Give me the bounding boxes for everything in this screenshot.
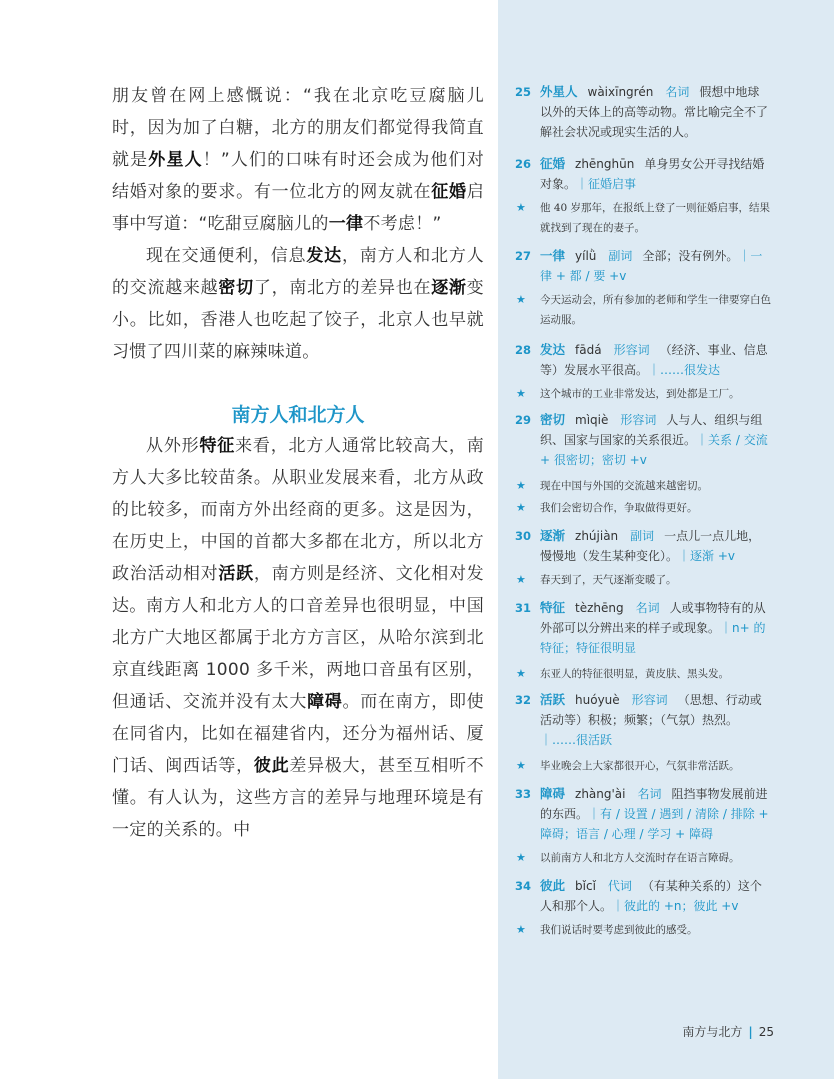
footer-separator: | [748,1025,753,1039]
footer-title: 南方与北方 [682,1025,743,1039]
example-sentence: ★ 春天到了，天气逐渐变暖了。 [515,570,773,590]
vocab-entry: 30 逐渐 zhújiàn 副词 一点儿一点儿地，慢慢地（发生某种变化）。｜逐渐 +v [515,528,761,563]
star-icon: ★ [516,851,526,864]
star-icon: ★ [516,501,526,514]
vocab-entry: 29 密切 mìqiè 形容词 人与人、组织与组织、国家与国家的关系很近。｜关系 / 交流 + 很密切；密切 +v [515,412,768,467]
star-icon: ★ [516,387,526,400]
vocab-entry: 32 活跃 huóyuè 形容词 （思想、行动或活动等）积极；频繁；（气氛）热烈。｜……很活跃 [515,692,762,747]
paragraph-4: 南方人和北方人的口音差异也很明显，中国北方广大地区都属于北方方言区，从哈尔滨到北京直线距离 1000 多千米，两地口音虽有区别，但通话、交流并没有太大障碍。而在南方，即使在同省内，比如在福建省内，还分为福州话、厦门话、闽西话等，彼此差异极大，甚至互相听不懂。有人认为，这些方言的差异与地理环境是有一定的关系的。中 [112,596,484,840]
paragraph-3: 从外形特征来看，北方人通常比较高大，南方人大多比较苗条。从职业发展来看，北方从政的比较多，而南方外出经商的更多。这是因为，在历史上，中国的首都大多都在北方，所以北方政治活动相对活跃，南方则是经济、文化相对发达。 [112,436,484,616]
paragraph-2: 现在交通便利，信息发达，南方人和北方人的交流越来越密切了，南北方的差异也在逐渐变小。比如，香港人也吃起了饺子，北京人也早就习惯了四川菜的麻辣味道。 [112,246,484,362]
example-sentence: ★ 今天运动会，所有参加的老师和学生一律要穿白色运动服。 [515,290,773,330]
star-icon: ★ [516,573,526,586]
vocab-entry: 25 外星人 wàixīngrén 名词 假想中地球以外的天体上的高等动物。常比喻完全不了解社会状况或现实生活的人。 [515,84,769,139]
page-number: 25 [758,1025,774,1039]
star-icon: ★ [516,667,526,680]
example-sentence: ★ 毕业晚会上大家都很开心，气氛非常活跃。 [515,756,773,776]
star-icon: ★ [516,923,526,936]
example-sentence: ★ 我们会密切合作，争取做得更好。 [515,498,773,518]
example-sentence: ★ 这个城市的工业非常发达，到处都是工厂。 [515,384,773,404]
star-icon: ★ [516,293,526,306]
section-title: 南方人和北方人 [231,404,365,426]
vocab-entry: 28 发达 fādá 形容词 （经济、事业、信息等）发展水平很高。｜……很发达 [515,342,768,377]
vocab-entry: 26 征婚 zhēnghūn 单身男女公开寻找结婚对象。｜征婚启事 [515,156,765,191]
vocab-entry: 27 一律 yílǜ 副词 全部；没有例外。｜一律 + 都 / 要 +v [515,248,763,283]
example-sentence: ★ 现在中国与外国的交流越来越密切。 [515,476,773,496]
example-sentence: ★ 我们说话时要考虑到彼此的感受。 [515,920,773,940]
star-icon: ★ [516,479,526,492]
example-sentence: ★ 他 40 岁那年，在报纸上登了一则征婚启事，结果就找到了现在的妻子。 [515,198,773,238]
vocab-entry: 34 彼此 bǐcǐ 代词 （有某种关系的）这个人和那个人。｜彼此的 +n；彼此 +v [515,878,762,913]
example-sentence: ★ 以前南方人和北方人交流时存在语言障碍。 [515,848,773,868]
paragraph-1: 朋友曾在网上感慨说：“我在北京吃豆腐脑儿时，因为加了白糖，北方的朋友们都觉得我简直就是外星人！”人们的口味有时还会成为他们对结婚对象的要求。有一位北方的网友就在征婚启事中写道：“吃甜豆腐脑儿的一律不考虑！” [112,86,484,234]
star-icon: ★ [516,201,526,214]
page-footer [682,1023,774,1040]
star-icon: ★ [516,759,526,772]
example-sentence: ★ 东亚人的特征很明显，黄皮肤、黑头发。 [515,664,773,684]
vocab-entry: 31 特征 tèzhēng 名词 人或事物特有的从外部可以分辨出来的样子或现象。｜n+ 的特征；特征很明显 [515,600,766,655]
vocab-entry: 33 障碍 zhàng'ài 名词 阻挡事物发展前进的东西。｜有 / 设置 / 遇到 / 清除 / 排除 + 障碍；语言 / 心理 / 学习 + 障碍 [515,786,769,841]
